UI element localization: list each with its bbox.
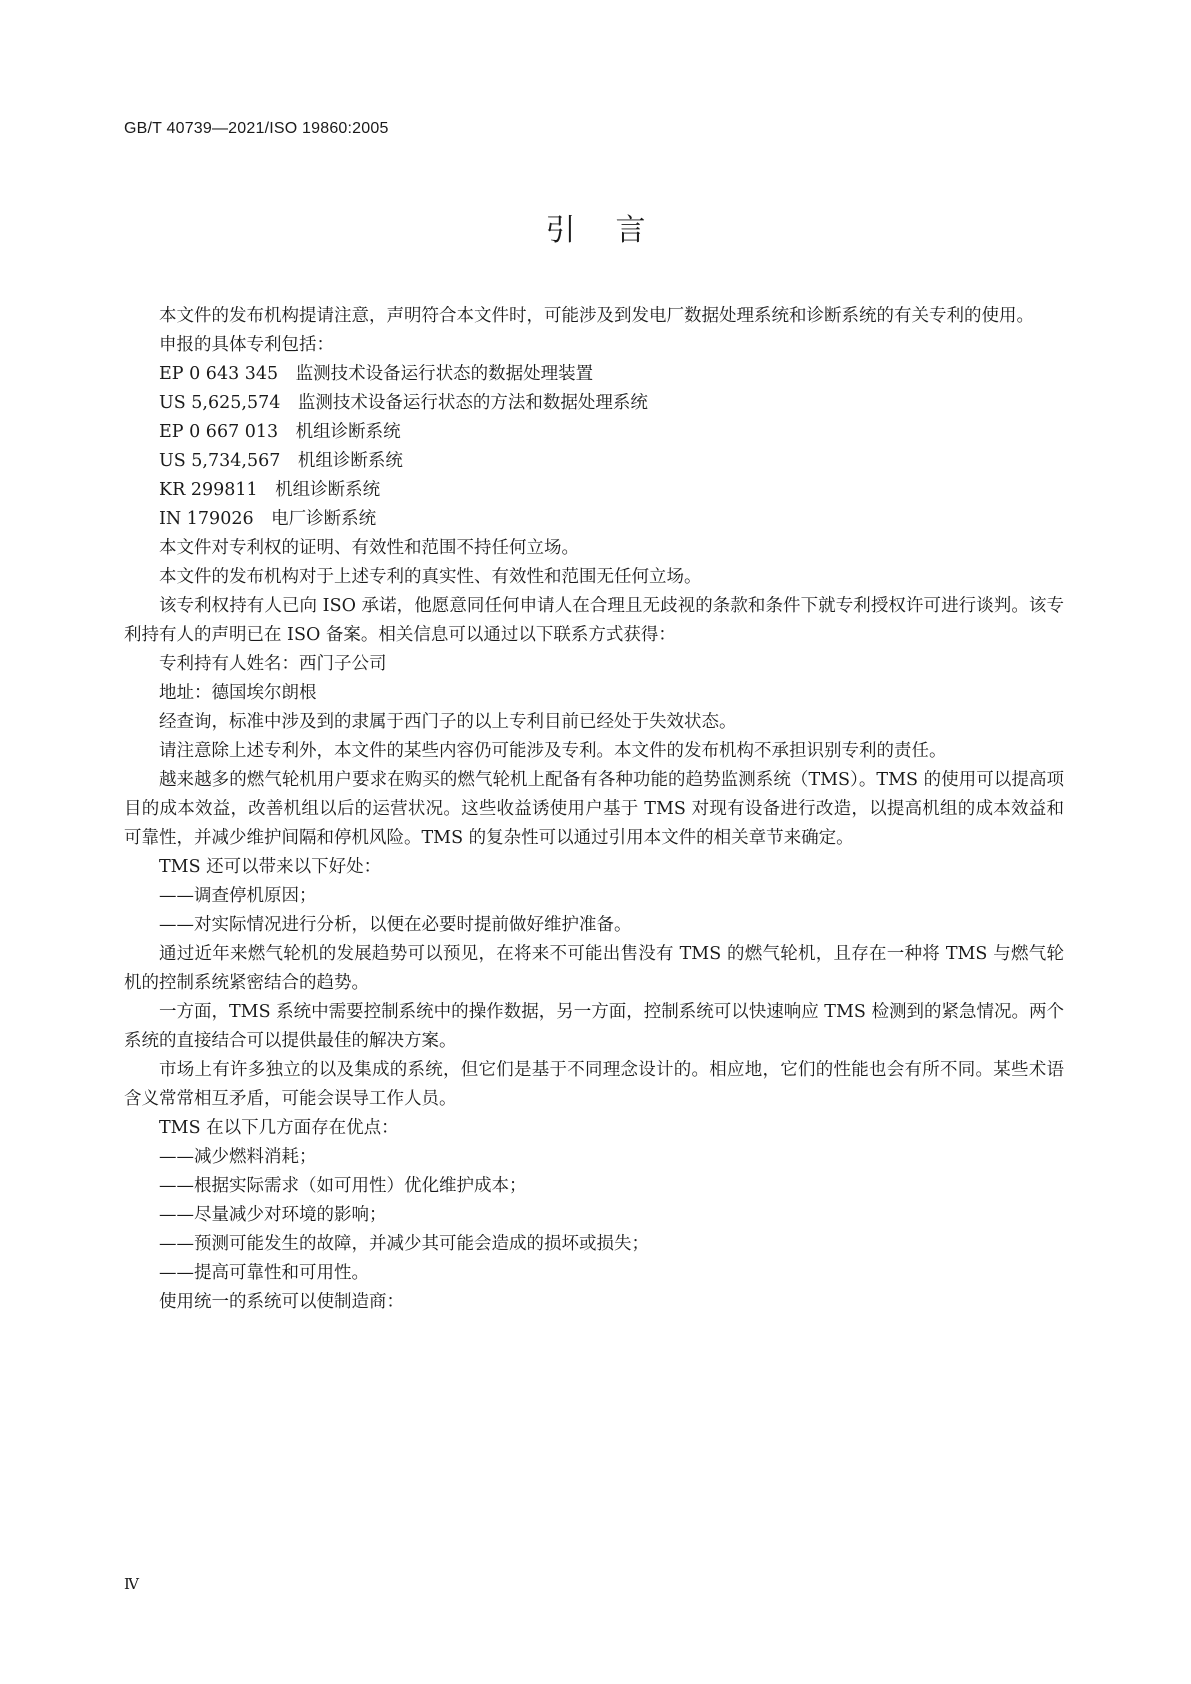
patent-item: US 5,734,567 机组诊断系统 <box>159 451 403 471</box>
paragraph: 本文件的发布机构对于上述专利的真实性、有效性和范围无任何立场。 <box>159 567 702 587</box>
paragraph: TMS 还可以带来以下好处： <box>159 857 382 877</box>
paragraph: 地址：德国埃尔朗根 <box>159 683 317 703</box>
paragraph: 申报的具体专利包括： <box>159 335 334 355</box>
list-item: ——根据实际需求（如可用性）优化维护成本； <box>159 1176 527 1196</box>
paragraph: 本文件对专利权的证明、有效性和范围不持任何立场。 <box>159 538 579 558</box>
paragraph: 本文件的发布机构提请注意，声明符合本文件时，可能涉及到发电厂数据处理系统和诊断系统的有关专利的使用。 <box>159 306 1034 326</box>
list-item: ——预测可能发生的故障，并减少其可能会造成的损坏或损失； <box>159 1234 649 1254</box>
list-item: ——提高可靠性和可用性。 <box>159 1263 369 1283</box>
paragraph: 该专利权持有人已向 ISO 承诺，他愿意同任何申请人在合理且无歧视的条款和条件下就专利授权许可进行谈判。该专利持有人的声明已在 ISO 备案。相关信息可以通过以下联系方式获得： <box>124 596 1064 645</box>
paragraph: 通过近年来燃气轮机的发展趋势可以预见，在将来不可能出售没有 TMS 的燃气轮机，且存在一种将 TMS 与燃气轮机的控制系统紧密结合的趋势。 <box>124 944 1064 993</box>
patent-item: KR 299811 机组诊断系统 <box>159 480 381 500</box>
body-text <box>124 302 1064 1317</box>
paragraph: 经查询，标准中涉及到的隶属于西门子的以上专利目前已经处于失效状态。 <box>159 712 737 732</box>
document-code: GB/T 40739—2021/ISO 19860:2005 <box>124 120 389 137</box>
list-item: ——尽量减少对环境的影响； <box>159 1205 387 1225</box>
list-item: ——调查停机原因； <box>159 886 317 906</box>
page-number: Ⅳ <box>124 1575 139 1593</box>
paragraph: TMS 在以下几方面存在优点： <box>159 1118 399 1138</box>
patent-item: IN 179026 电厂诊断系统 <box>159 509 377 529</box>
patent-item: EP 0 643 345 监测技术设备运行状态的数据处理装置 <box>159 364 594 384</box>
patent-item: US 5,625,574 监测技术设备运行状态的方法和数据处理系统 <box>159 393 648 413</box>
list-item: ——对实际情况进行分析，以便在必要时提前做好维护准备。 <box>159 915 632 935</box>
paragraph: 请注意除上述专利外，本文件的某些内容仍可能涉及专利。本文件的发布机构不承担识别专利的责任。 <box>159 741 947 761</box>
paragraph: 使用统一的系统可以使制造商： <box>159 1292 404 1312</box>
paragraph: 一方面，TMS 系统中需要控制系统中的操作数据，另一方面，控制系统可以快速响应 TMS 检测到的紧急情况。两个系统的直接结合可以提供最佳的解决方案。 <box>124 1002 1064 1051</box>
list-item: ——减少燃料消耗； <box>159 1147 317 1167</box>
patent-item: EP 0 667 013 机组诊断系统 <box>159 422 401 442</box>
paragraph: 专利持有人姓名：西门子公司 <box>159 654 387 674</box>
paragraph: 市场上有许多独立的以及集成的系统，但它们是基于不同理念设计的。相应地，它们的性能也会有所不同。某些术语含义常常相互矛盾，可能会误导工作人员。 <box>124 1060 1064 1109</box>
paragraph: 越来越多的燃气轮机用户要求在购买的燃气轮机上配备有各种功能的趋势监测系统（TMS）。TMS 的使用可以提高项目的成本效益，改善机组以后的运营状况。这些收益诱使用户基于 TMS 对现有设备进行改造，以提高机组的成本效益和可靠性，并减少维护间隔和停机风险。TMS 的复杂性可以通过引用本文件的相关章节来确定。 <box>124 770 1064 848</box>
page-title: 引言 <box>545 213 686 248</box>
